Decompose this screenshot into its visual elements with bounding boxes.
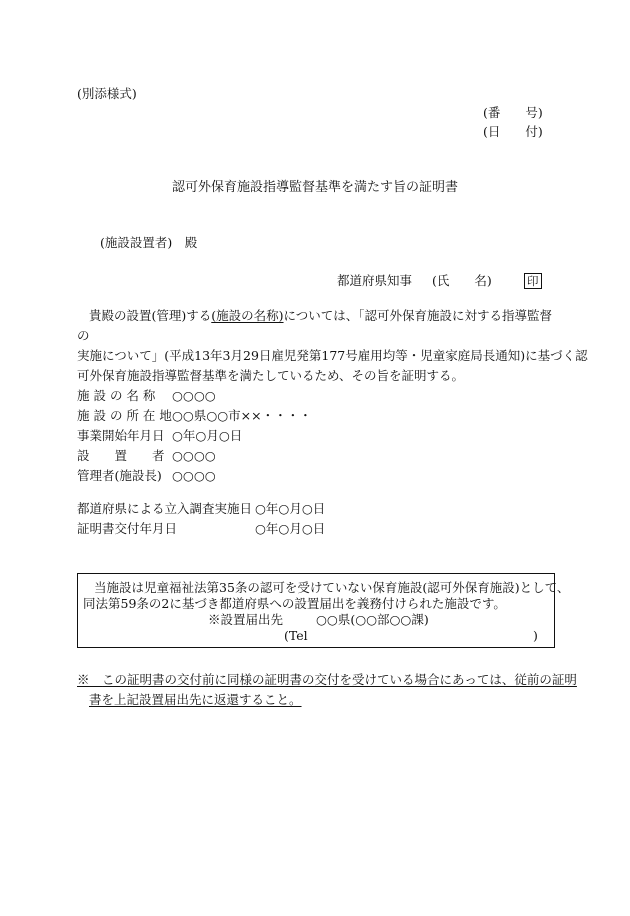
body-line-1-post: については、「認可外保育施設に対する指導監督の [77,308,553,343]
footnote-text-1: この証明書の交付前に同様の証明書の交付を受けている場合にあっては、従前の証明 [102,672,577,687]
info-value: ○年○月○日 [172,428,243,443]
body-line-1 [77,306,557,346]
notice-box [77,573,570,648]
facility-name-placeholder: (施設の名称) [211,308,284,323]
seal-text: 印 [524,273,542,289]
issuer-name-label: (氏 名) [432,273,492,288]
info-label: 事業開始年月日 [77,428,165,443]
date-label: 都道府県による立入調査実施日 [77,501,253,516]
table-row [77,465,312,485]
info-label: 設 置 者 [77,448,165,463]
table-row [77,425,312,445]
table-row [77,445,312,465]
info-label: 施 設 の 所 在 地 [77,408,172,423]
body-line-2: 実施について」(平成13年3月29日雇児発第177号雇用均等・児童家庭局長通知)に基づく認 [77,348,588,363]
date-label: 証明書交付年月日 [77,521,178,536]
seal-mark [524,272,542,290]
footnote-line-2 [77,690,557,710]
dates-table [77,498,325,538]
document-title: 認可外保育施設指導監督基準を満たす旨の証明書 [171,180,458,195]
footnote-text-2: 書を上記設置届出先に返還すること。 [89,692,302,707]
table-row [77,385,312,405]
notice-contact-value: ○○県(○○部○○課) [316,612,429,627]
info-label: 管理者(施設長) [77,468,162,483]
info-value: ○○○○ [172,447,216,463]
issuer-label: 都道府県知事 [337,273,413,288]
date-label: (日 付) [483,124,543,139]
footnote [77,670,577,710]
certification-body [77,306,588,386]
notice-contact-label: ※設置届出先 [208,612,284,627]
info-value: ○○○○ [172,467,216,483]
info-value: ○○○○ [172,387,216,403]
footnote-mark: ※ [77,672,90,687]
footnote-line-1 [77,670,577,690]
form-label: (別添様式) [77,86,137,101]
body-line-3: 可外保育施設指導監督基準を満たしているため、その旨を証明する。 [77,368,465,383]
notice-tel-open: (Tel [284,628,308,643]
addressee: (施設設置者) 殿 [100,235,198,250]
table-row [77,405,312,425]
notice-line-1: 当施設は児童福祉法第35条の認可を受けていない保育施設(認可外保育施設)として、 [94,580,570,595]
number-label: (番 号) [483,105,543,120]
table-row [77,518,325,538]
date-value: ○年○月○日 [255,521,326,536]
notice-tel-close: ) [533,628,538,643]
body-line-1-pre: 貴殿の設置(管理)する [89,308,212,323]
info-label: 施 設 の 名 称 [77,388,156,403]
info-value: ○○県○○市××・・・・ [172,408,312,423]
table-row [77,498,325,518]
notice-line-2: 同法第59条の2に基づき都道府県への設置届出を義務付けられた施設です。 [83,596,506,611]
date-value: ○年○月○日 [255,501,326,516]
facility-info-table [77,385,312,485]
